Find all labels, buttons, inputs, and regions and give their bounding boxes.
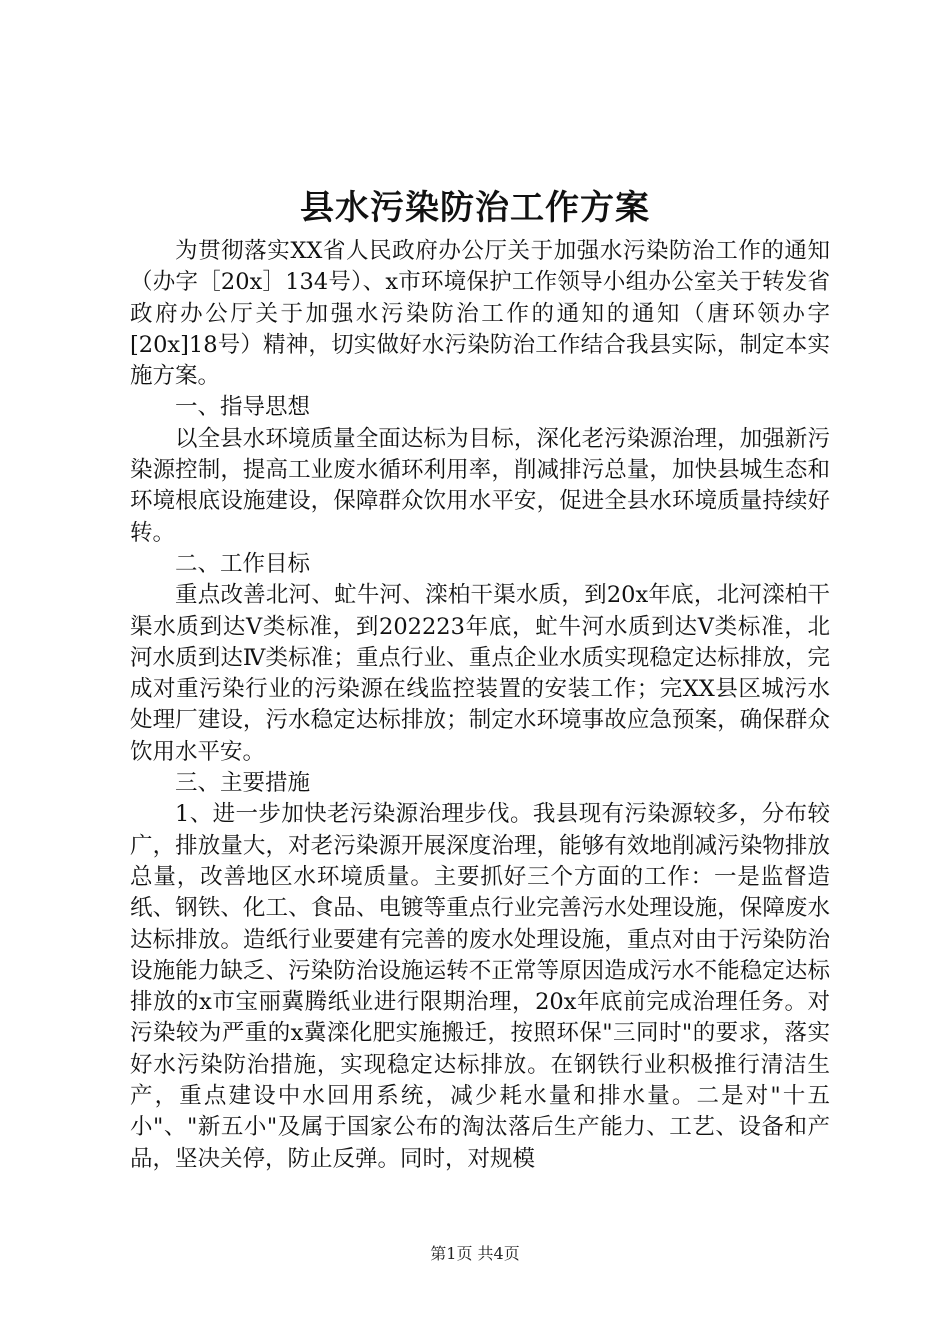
section-heading-main-measures: 三、主要措施 <box>175 770 311 797</box>
intro-paragraph: 为贯彻落实XX省人民政府办公厅关于加强水污染防治工作的通知（办字［20x］134号）、x市环境保护工作领导小组办公室关于转发省政府办公厅关于加强水污染防治工作的通知的通知（唐环领办字[20x]18号）精神，切实做好水污染防治工作结合我县实际，制定本实施方案。 <box>130 238 830 390</box>
page-footer: 第1页 共4页 <box>430 1244 520 1263</box>
section-heading-guiding-ideology: 一、指导思想 <box>175 394 311 421</box>
main-measures-paragraph: 1、进一步加快老污染源治理步伐。我县现有污染源较多，分布较广，排放量大，对老污染源开展深度治理，能够有效地削减污染物排放总量，改善地区水环境质量。主要抓好三个方面的工作：一是监督造纸、钢铁、化工、食品、电镀等重点行业完善污水处理设施，保障废水达标排放。造纸行业要建有完善的废水处理设施，重点对由于污染防治设施能力缺乏、污染防治设施运转不正常等原因造成污水不能稳定达标排放的x市宝丽冀腾纸业进行限期治理，20x年底前完成治理任务。对污染较为严重的x冀滦化肥实施搬迁，按照环保"三同时"的要求，落实好水污染防治措施，实现稳定达标排放。在钢铁行业积极推行清洁生产，重点建设中水回用系统，减少耗水量和排水量。二是对"十五小"、"新五小"及属于国家公布的淘汰落后生产能力、工艺、设备和产品，坚决关停，防止反弹。同时，对规模 <box>130 801 830 1172</box>
section-heading-work-goals: 二、工作目标 <box>175 550 311 577</box>
document-title: 县水污染防治工作方案 <box>300 188 650 228</box>
document-body <box>130 236 830 1175</box>
guiding-ideology-paragraph: 以全县水环境质量全面达标为目标，深化老污染源治理，加强新污染源控制，提高工业废水循环利用率，削减排污总量，加快县城生态和环境根底设施建设，保障群众饮用水平安，促进全县水环境质量持续好转。 <box>130 425 830 546</box>
work-goals-paragraph: 重点改善北河、虻牛河、滦柏干渠水质，到20x年底，北河滦柏干渠水质到达Ⅴ类标准，到202223年底，虻牛河水质到达Ⅴ类标准，北河水质到达Ⅳ类标准；重点行业、重点企业水质实现稳定达标排放，完成对重污染行业的污染源在线监控装置的安装工作；完XX县区城污水处理厂建设，污水稳定达标排放；制定水环境事故应急预案，确保群众饮用水平安。 <box>130 582 830 765</box>
